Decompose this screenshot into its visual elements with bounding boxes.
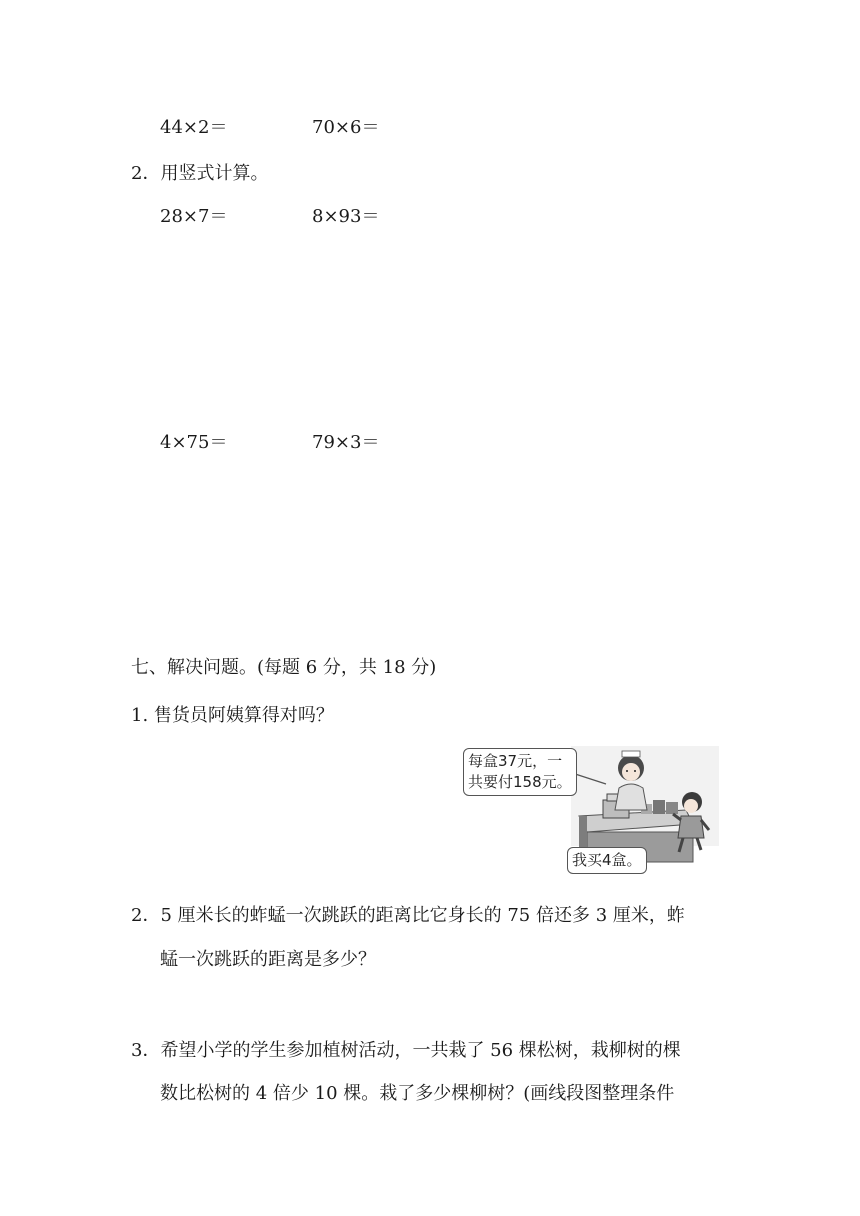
expr-70x6: 70×6＝ bbox=[312, 117, 380, 138]
problem-2-line-1: 2．5 厘米长的蚱蜢一次跳跃的距离比它身长的 75 倍还多 3 厘米，蚱 bbox=[131, 905, 685, 926]
expr-28x7: 28×7＝ bbox=[160, 206, 228, 227]
problem-3-line-1: 3．希望小学的学生参加植树活动，一共栽了 56 棵松树，栽柳树的棵 bbox=[131, 1040, 681, 1061]
problem-1-text: 1. 售货员阿姨算得对吗？ bbox=[131, 705, 334, 726]
expr-4x75: 4×75＝ bbox=[160, 432, 228, 453]
clerk-speech-line-2: 共要付158元。 bbox=[468, 773, 572, 791]
problem-3-line-2: 数比松树的 4 倍少 10 棵。栽了多少棵柳树？(画线段图整理条件 bbox=[160, 1083, 675, 1104]
problem-2-line-2: 蜢一次跳跃的距离是多少？ bbox=[160, 949, 376, 970]
shop-illustration bbox=[461, 744, 719, 876]
expr-8x93: 8×93＝ bbox=[312, 206, 380, 227]
expr-79x3: 79×3＝ bbox=[312, 432, 380, 453]
clerk-speech-line-1: 每盒37元，一 bbox=[468, 752, 563, 770]
section-7-heading: 七、解决问题。(每题 6 分，共 18 分) bbox=[131, 657, 437, 678]
question-2-title: 2．用竖式计算。 bbox=[131, 163, 269, 184]
child-speech-bubble bbox=[567, 847, 647, 874]
clerk-speech-bubble bbox=[463, 748, 577, 796]
expr-44x2: 44×2＝ bbox=[160, 117, 228, 138]
child-speech-text: 我买4盒。 bbox=[572, 851, 642, 869]
